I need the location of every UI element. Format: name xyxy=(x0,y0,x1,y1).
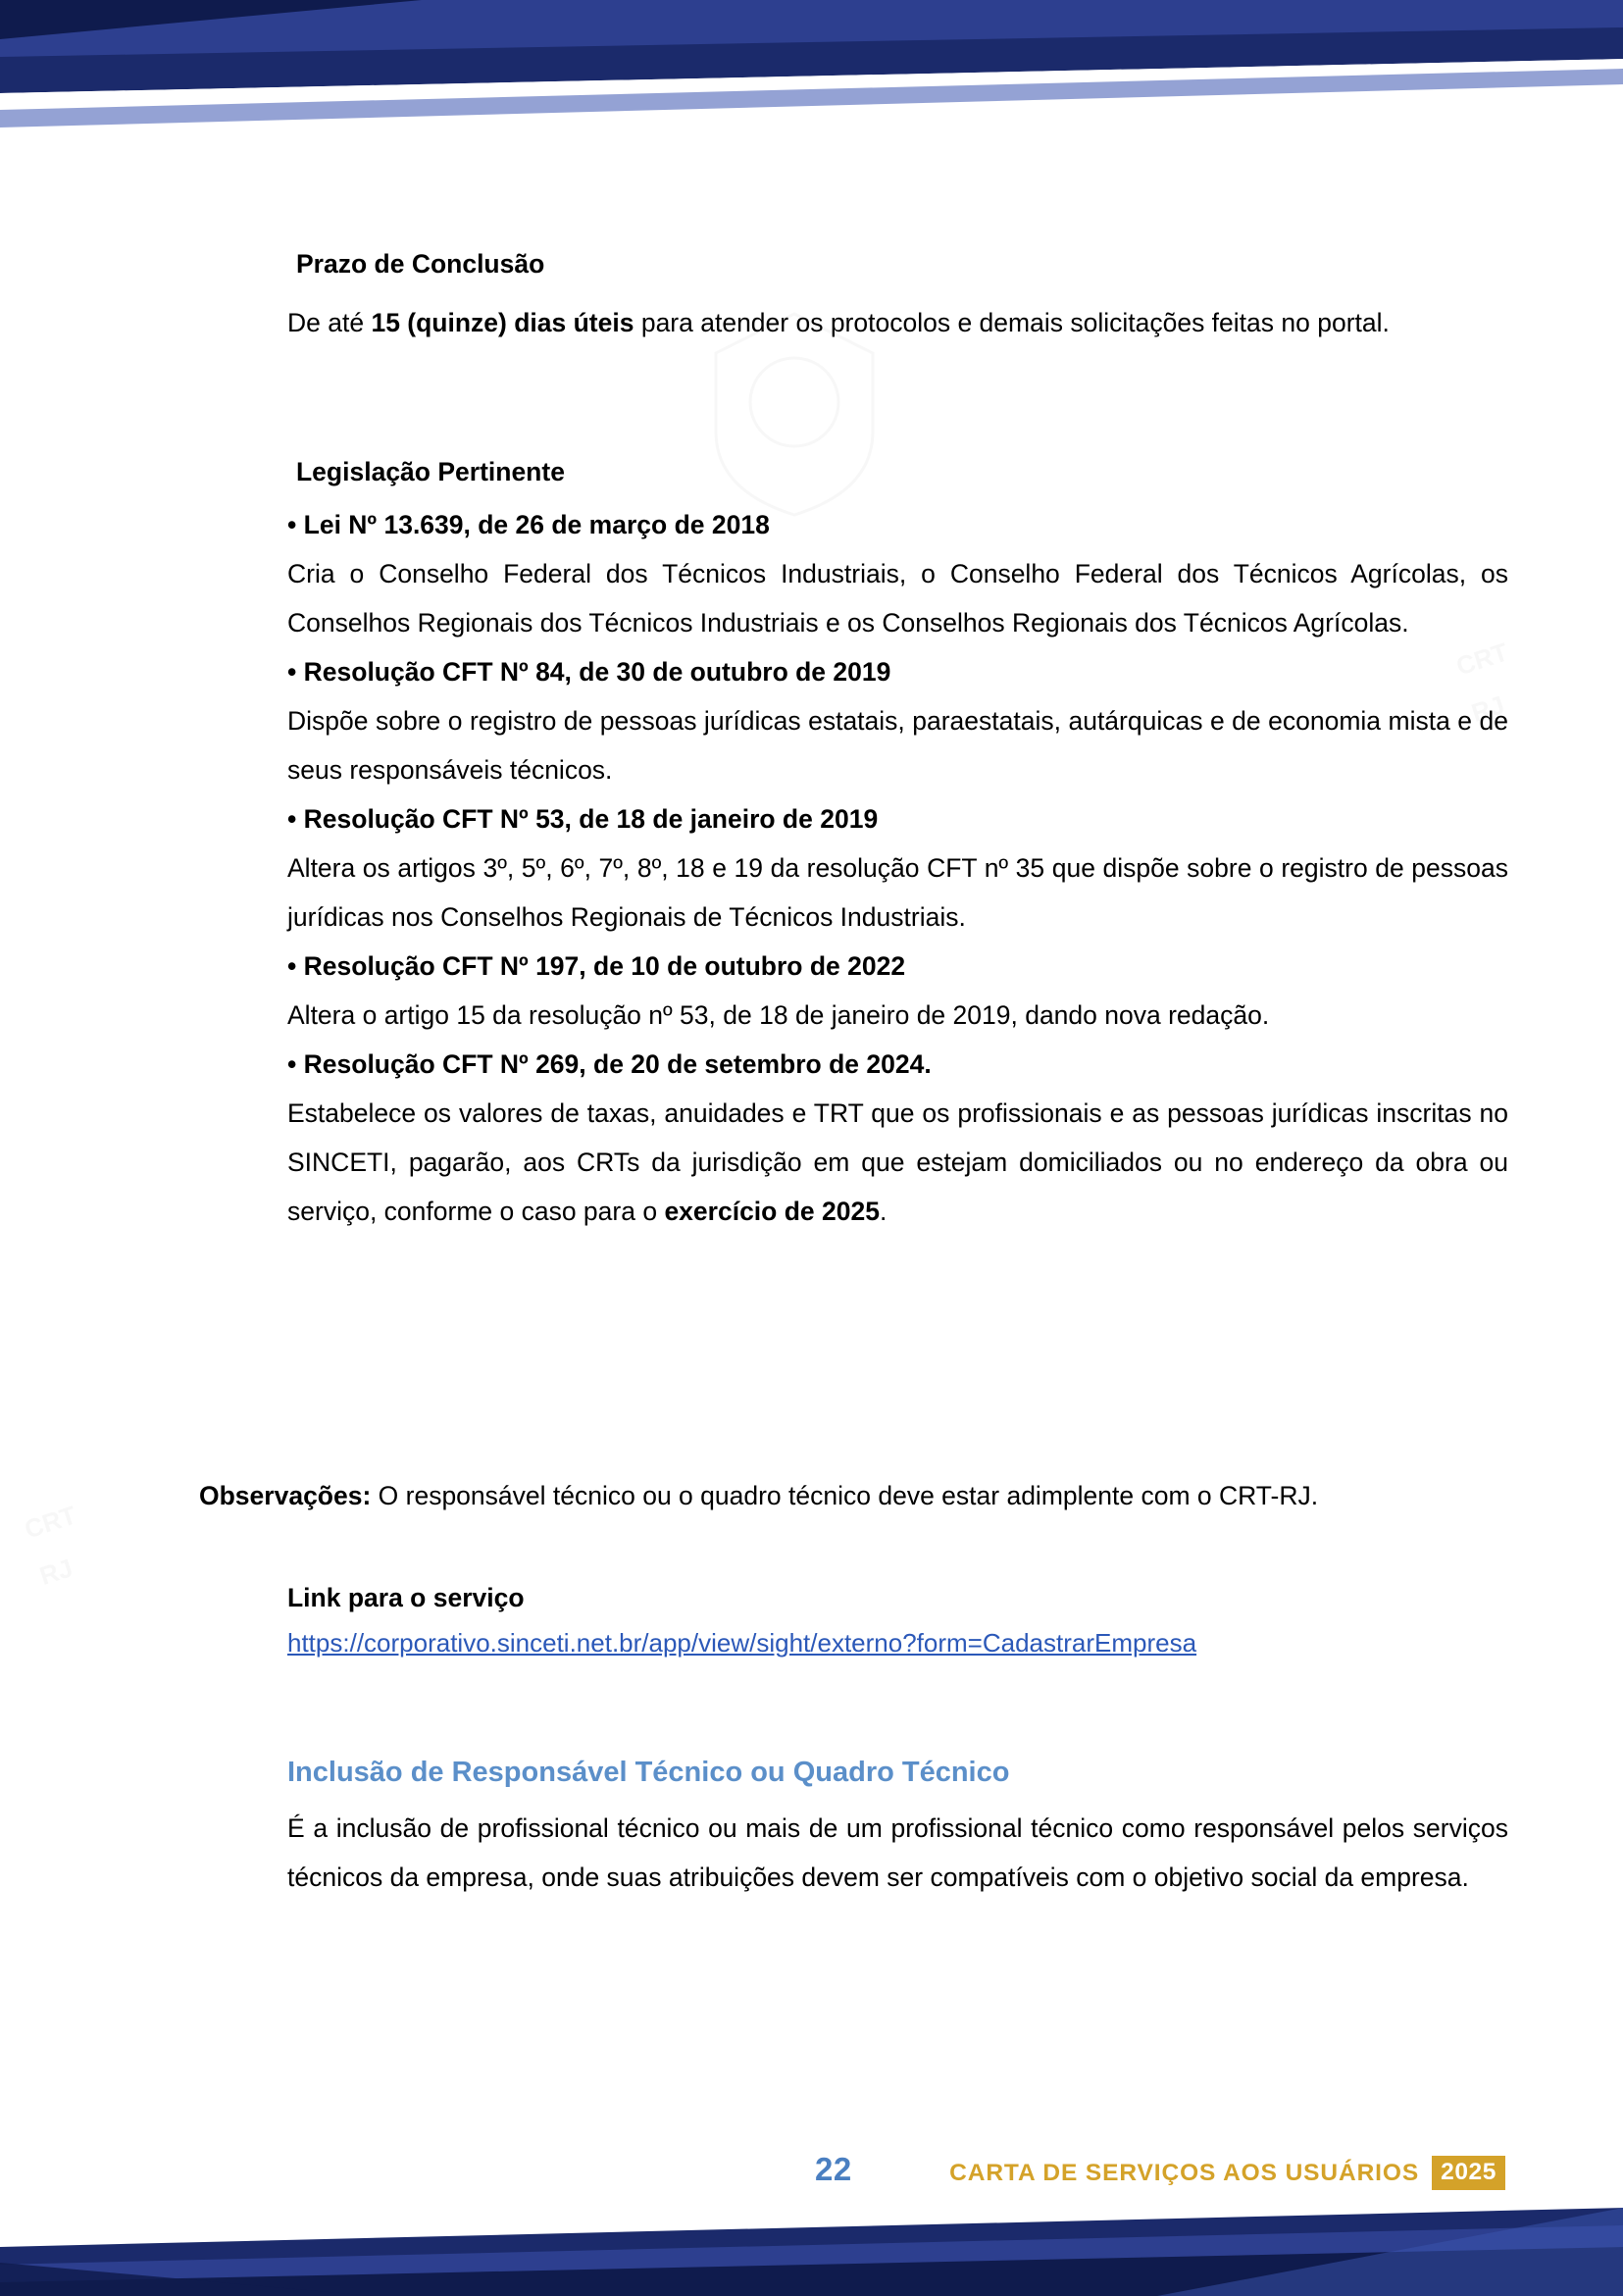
legislacao-desc-res-84: Dispõe sobre o registro de pessoas jurídicas estatais, paraestatais, autárquicas e de economia mista e de seus responsáveis técnicos. xyxy=(287,706,1508,785)
legislacao-bullet-res-269: • Resolução CFT Nº 269, de 20 de setembro de 2024. xyxy=(287,1049,932,1079)
service-link[interactable]: https://corporativo.sinceti.net.br/app/view/sight/externo?form=CadastrarEmpresa xyxy=(287,1628,1197,1658)
legislacao-bullet-lei-13639: • Lei Nº 13.639, de 26 de março de 2018 xyxy=(287,510,770,539)
legislacao-desc-lei-13639: Cria o Conselho Federal dos Técnicos Industriais, o Conselho Federal dos Técnicos Agrícolas, os Conselhos Regionais dos Técnicos Industriais e os Conselhos Regionais dos Técnicos Agrícolas. xyxy=(287,559,1508,638)
res269-desc-pre: Estabelece os valores de taxas, anuidades e TRT que os profissionais e as pessoas jurídicas inscritas no SINCETI, pagarão, aos CRTs da jurisdição em que estejam domiciliados ou no endereço da obra ou serviço, conforme o caso para o xyxy=(287,1098,1508,1226)
footer-accent-wedge xyxy=(1157,2208,1623,2296)
header-white-gap xyxy=(0,59,1623,116)
footer-navy-shape-light xyxy=(0,2225,1623,2296)
footer-year-badge: 2025 xyxy=(1432,2156,1505,2190)
observacoes-label: Observações: xyxy=(199,1481,372,1510)
inclusao-paragraph: É a inclusão de profissional técnico ou mais de um profissional técnico como responsável pelos serviços técnicos da empresa, onde suas atribuições devem ser compatíveis com o objetivo social da empresa. xyxy=(287,1813,1508,1892)
legislacao-desc-res-197: Altera o artigo 15 da resolução nº 53, de 18 de janeiro de 2019, dando nova redação. xyxy=(287,1000,1270,1030)
legislacao-bullet-res-84: • Resolução CFT Nº 84, de 30 de outubro de 2019 xyxy=(287,657,891,687)
observacoes-paragraph xyxy=(199,1471,1508,1520)
watermark-text-left xyxy=(1,1428,245,1691)
res269-desc-bold: exercício de 2025 xyxy=(664,1197,880,1226)
legislacao-bullet-res-53: • Resolução CFT Nº 53, de 18 de janeiro de 2019 xyxy=(287,804,879,834)
res269-desc-post: . xyxy=(879,1197,888,1226)
header-decoration xyxy=(0,0,1623,132)
link-heading: Link para o serviço xyxy=(287,1583,525,1612)
prazo-text-bold: 15 (quinze) dias úteis xyxy=(371,308,634,337)
footer-branding xyxy=(949,2156,1505,2190)
legislacao-desc-res-53: Altera os artigos 3º, 5º, 6º, 7º, 8º, 18 e 19 da resolução CFT nº 35 que dispõe sobre o registro de pessoas jurídicas nos Conselhos Regionais de Técnicos Industriais. xyxy=(287,853,1508,932)
observacoes-text: O responsável técnico ou o quadro técnico deve estar adimplente com o CRT-RJ. xyxy=(371,1481,1319,1510)
section-legislacao xyxy=(287,451,1508,1236)
prazo-heading: Prazo de Conclusão xyxy=(296,249,545,279)
inclusao-heading: Inclusão de Responsável Técnico ou Quadro Técnico xyxy=(287,1757,1010,1788)
footer-brand-text: CARTA DE SERVIÇOS AOS USUÁRIOS xyxy=(949,2159,1420,2186)
header-navy-shape xyxy=(0,0,1623,93)
page-number: 22 xyxy=(815,2151,852,2187)
section-inclusao xyxy=(287,1749,1508,1902)
section-prazo xyxy=(287,243,1508,347)
header-corner-dark xyxy=(0,0,422,39)
svg-text:RJ xyxy=(36,1553,76,1591)
legislacao-desc-res-269 xyxy=(287,1089,1508,1236)
prazo-paragraph xyxy=(287,298,1508,347)
header-accent-stripe xyxy=(0,69,1623,128)
prazo-text-post: para atender os protocolos e demais solicitações feitas no portal. xyxy=(634,308,1390,337)
svg-text:CRT xyxy=(21,1500,79,1544)
section-observacoes xyxy=(199,1471,1508,1520)
prazo-text-pre: De até xyxy=(287,308,372,337)
footer-navy-shape xyxy=(0,2208,1623,2296)
legislacao-heading: Legislação Pertinente xyxy=(296,457,565,486)
footer-left-wedge xyxy=(0,2263,373,2296)
section-link xyxy=(287,1574,1508,1664)
footer-decoration xyxy=(0,2100,1623,2296)
header-navy-shape-light xyxy=(0,0,1623,57)
legislacao-bullet-res-197: • Resolução CFT Nº 197, de 10 de outubro de 2022 xyxy=(287,951,906,981)
footer-corner-dark xyxy=(0,2247,1623,2296)
